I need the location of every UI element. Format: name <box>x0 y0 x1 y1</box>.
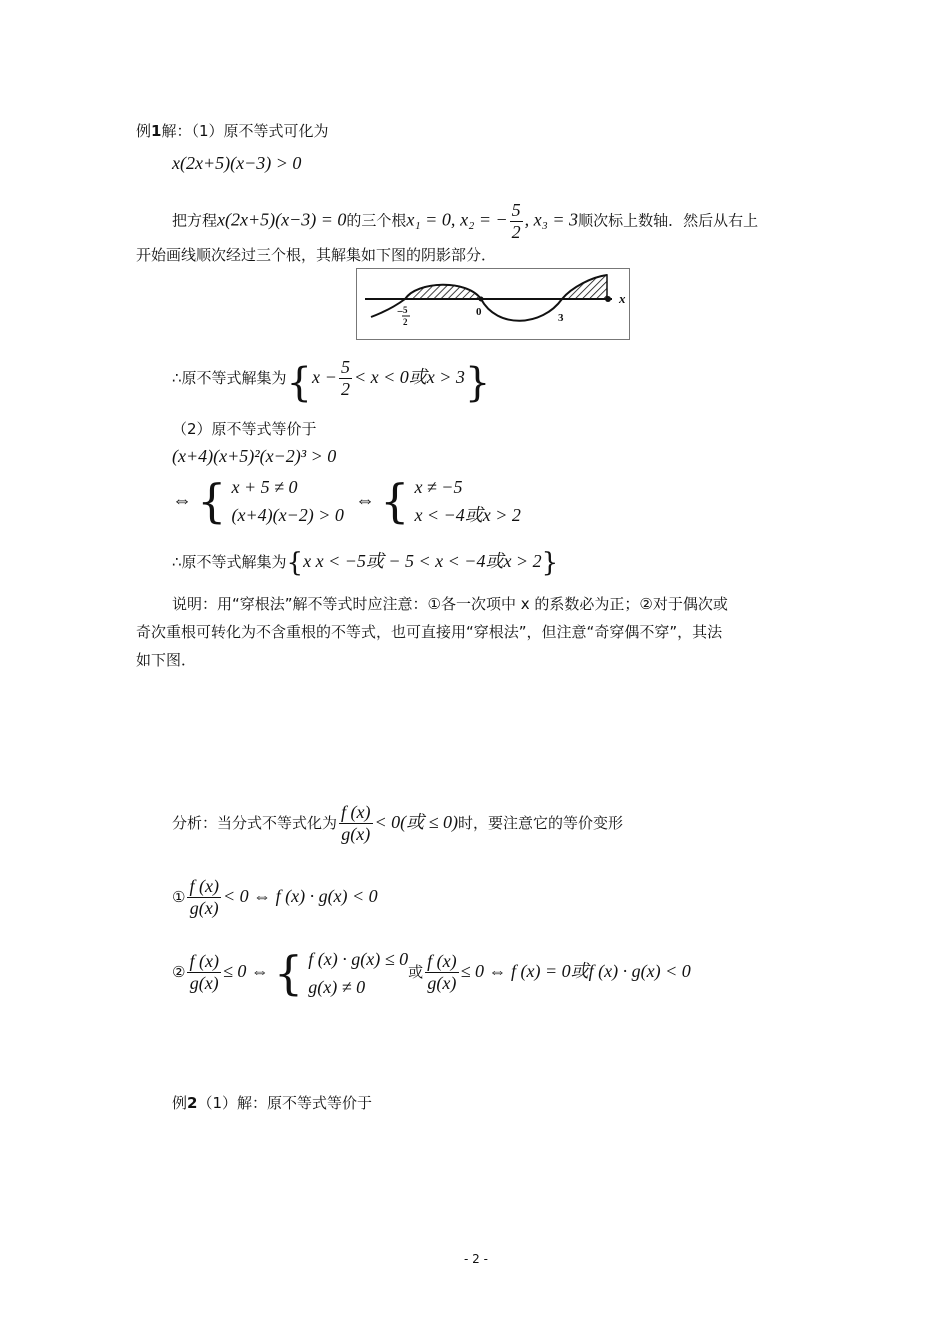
note-line3: 如下图． <box>136 651 197 669</box>
page-number: - 2 - <box>464 1252 488 1266</box>
tick-neg-den: 2 <box>403 317 408 327</box>
example2-heading: 例2（1）解：原不等式等价于 <box>172 1094 372 1112</box>
analysis-line: 分析：当分式不等式化为 $\frac{f (x)}{g(x)}$ < 0(或 ≤ 0)时，要注意它的等价变形 <box>172 802 624 844</box>
part2-systems: ⇔ { x + 5 ≠ 0 (x+4)(x−2) > 0 ⇔ { x ≠ −5 x < −4或x > 2 <box>172 474 521 528</box>
part2-inequality: (x+4)(x+5)²(x−2)³ > 0 <box>172 446 337 466</box>
example1-paragraph: 把方程x(2x+5)(x−3) = 0的三个根x₁ = 0, x₂ = − $\frac{5}{2}$ , x₃ = 3顺次标上数轴．然后从右上 <box>172 200 759 242</box>
x-axis-label: x <box>619 291 626 306</box>
example1-conclusion: ∴原不等式解集为{x − $\frac{5}{2}$ < x < 0或x > 3} <box>172 357 491 406</box>
example1-paragraph-line2: 开始画线顺次经过三个根，其解集如下图的阴影部分． <box>136 246 497 264</box>
tick-neg-sign: − <box>397 306 404 318</box>
part2-label: （2）原不等式等价于 <box>172 420 317 438</box>
note-line2: 奇次重根可转化为不含重根的不等式，也可直接用“穿根法”，但注意“奇穿偶不穿”，其法 <box>136 623 723 641</box>
analysis-item1: ① $\frac{f (x)}{g(x)}$ < 0 ⇔ f (x) · g(x) < 0 <box>172 876 378 918</box>
example1-inequality: x(2x+5)(x−3) > 0 <box>172 153 302 173</box>
example1-conclusion2: ∴原不等式解集为{x x < −5或 − 5 < x < −4或x > 2} <box>172 547 559 578</box>
tick-neg-num: 5 <box>403 305 408 315</box>
example1-heading: 例1解：（1）原不等式可化为 <box>136 122 329 140</box>
note-line1: 说明：用“穿根法”解不等式时应注意：①各一次项中 x 的系数必为正；②对于偶次或 <box>172 595 728 613</box>
tick-three: 3 <box>558 312 564 324</box>
sign-curve-svg <box>357 269 629 339</box>
analysis-item2: ② $\frac{f (x)}{g(x)}$ ≤ 0 ⇔ { f (x) · g(x) ≤ 0 g(x) ≠ 0 或 $\frac{f (x)}{g(x)}$ ≤ 0 ⇔ f (x) = 0或f (x) · g(x) < 0 <box>172 945 691 1000</box>
tick-zero: 0 <box>476 306 482 318</box>
sign-curve-figure <box>356 268 630 340</box>
